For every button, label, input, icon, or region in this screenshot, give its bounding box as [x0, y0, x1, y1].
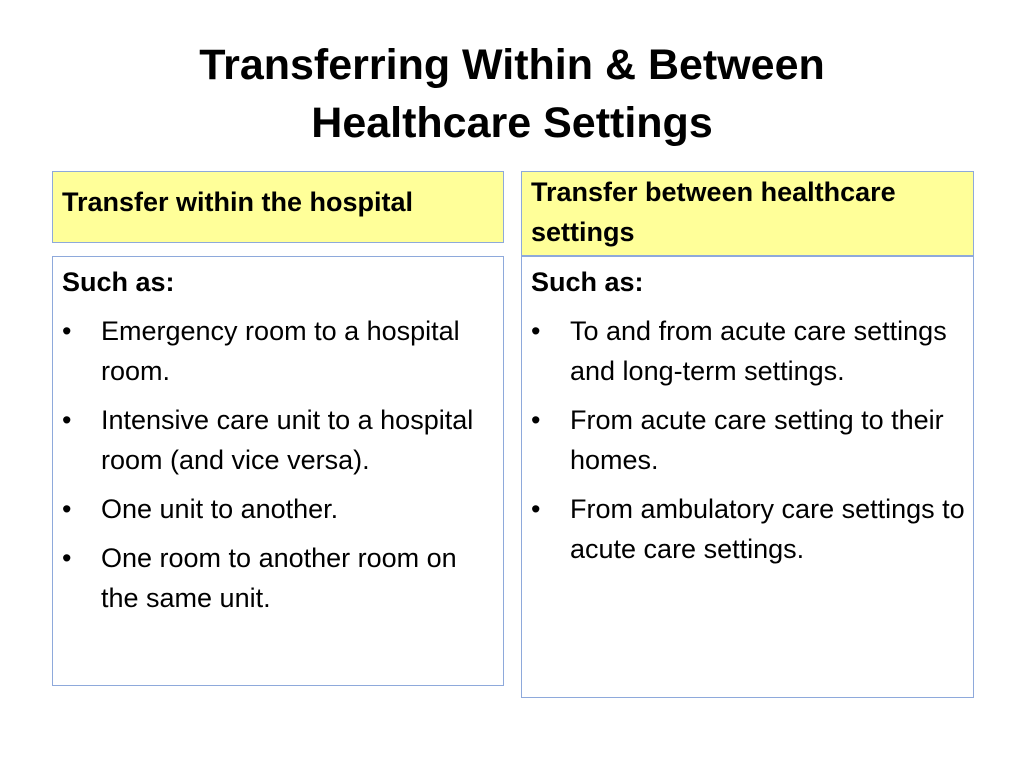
- column-intro-text: Such as:: [531, 267, 644, 297]
- bullet-icon: •: [62, 494, 72, 524]
- list-item-text: To and from acute care settings and long-term settings.: [570, 316, 947, 386]
- list-item: [62, 400, 495, 480]
- list-item: [62, 311, 495, 391]
- list-item: [531, 400, 965, 480]
- bullet-icon: •: [62, 405, 72, 435]
- bullet-icon: •: [531, 405, 541, 435]
- column-body-between-settings: [521, 256, 974, 698]
- list-item-text: One room to another room on the same unit.: [101, 543, 457, 613]
- bullet-icon: •: [62, 543, 72, 573]
- list-item-text: From ambulatory care settings to acute care settings.: [570, 494, 965, 564]
- slide-title-line-1: Transferring Within & Between: [199, 41, 825, 89]
- column-header-between-settings: Transfer between healthcare settings: [521, 171, 974, 256]
- column-intro-text: Such as:: [62, 267, 175, 297]
- column-body-within-hospital: [52, 256, 504, 686]
- list-item: [62, 489, 495, 529]
- slide-title: [100, 36, 924, 152]
- column-header-within-hospital: Transfer within the hospital: [52, 171, 504, 243]
- list-item: [62, 538, 495, 618]
- slide-title-line-2: Healthcare Settings: [311, 99, 713, 147]
- bullet-icon: •: [62, 316, 72, 346]
- list-item-text: From acute care setting to their homes.: [570, 405, 944, 475]
- bullet-list: [62, 311, 495, 618]
- list-item-text: One unit to another.: [101, 494, 339, 524]
- list-item: [531, 311, 965, 391]
- list-item-text: Intensive care unit to a hospital room (and vice versa).: [101, 405, 474, 475]
- bullet-icon: •: [531, 316, 541, 346]
- list-item-text: Emergency room to a hospital room.: [101, 316, 460, 386]
- list-item: [531, 489, 965, 569]
- bullet-icon: •: [531, 494, 541, 524]
- bullet-list: [531, 311, 965, 569]
